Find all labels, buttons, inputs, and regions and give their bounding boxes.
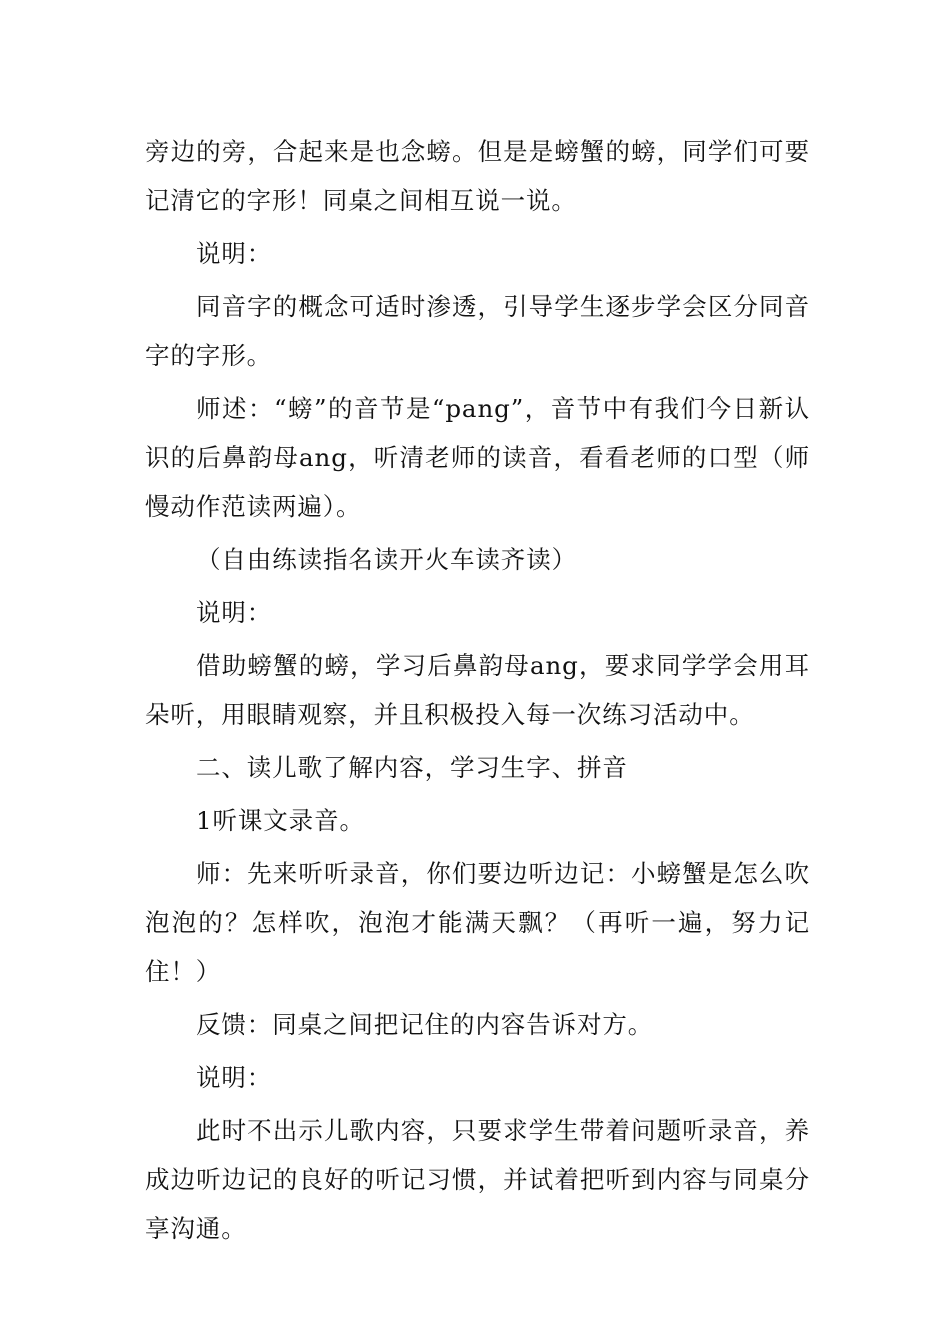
paragraph-feedback: 反馈：同桌之间把记住的内容告诉对方。	[196, 1010, 654, 1039]
paragraph-note-label: 说明：	[196, 239, 273, 268]
document-page	[145, 127, 810, 1257]
paragraph-homophone-note: 同音字的概念可适时渗透，引导学生逐步学会区分同音字的字形。	[145, 292, 810, 370]
paragraph-note-label: 说明：	[196, 1063, 273, 1092]
paragraph-continuation: 旁边的旁，合起来是也念螃。但是是螃蟹的螃，同学们可要记清它的字形！同桌之间相互说一说。	[145, 137, 810, 215]
paragraph-step-1: 1听课文录音。	[196, 806, 365, 835]
paragraph-note-label: 说明：	[196, 598, 273, 627]
paragraph-ang-note: 借助螃蟹的螃，学习后鼻韵母ang，要求同学学会用耳朵听，用眼睛观察，并且积极投入每一次练习活动中。	[145, 651, 810, 729]
paragraph-teacher-instruction: 师：先来听听录音，你们要边听边记：小螃蟹是怎么吹泡泡的？怎样吹，泡泡才能满天飘？（再听一遍，努力记住！）	[145, 859, 810, 986]
paragraph-reading-practice: （自由练读指名读开火车读齐读）	[196, 545, 577, 574]
section-heading: 二、读儿歌了解内容，学习生字、拼音	[196, 753, 628, 782]
paragraph-teacher-statement: 师述：“螃”的音节是“pang”，音节中有我们今日新认识的后鼻韵母ang，听清老师的读音，看看老师的口型（师慢动作范读两遍）。	[145, 394, 810, 521]
paragraph-listening-note: 此时不出示儿歌内容，只要求学生带着问题听录音，养成边听边记的良好的听记习惯，并试着把听到内容与同桌分享沟通。	[145, 1116, 810, 1243]
